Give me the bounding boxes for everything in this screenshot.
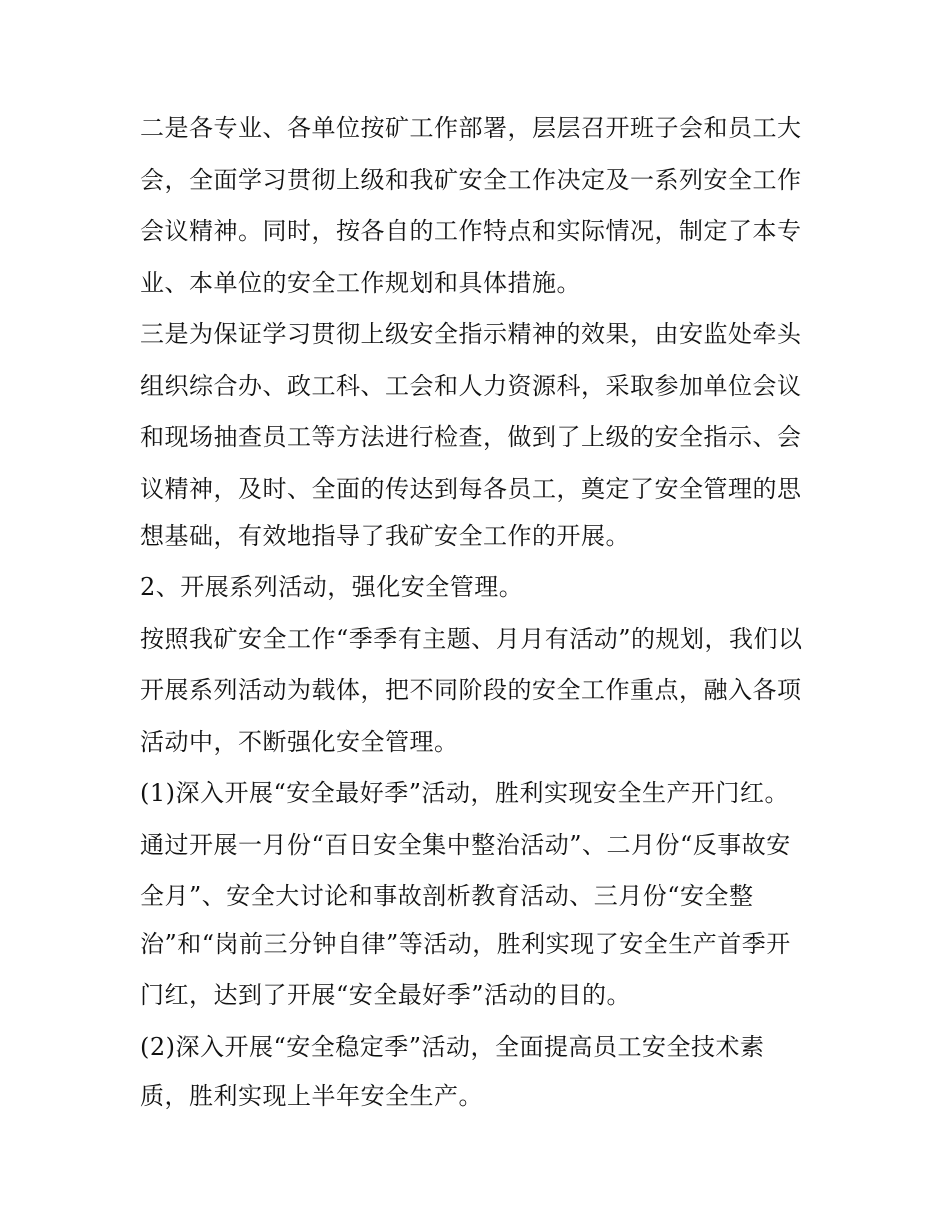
paragraph-line: 开展系列活动为载体，把不同阶段的安全工作重点，融入各项 (140, 676, 802, 704)
paragraph-line: 二是各专业、各单位按矿工作部署，层层召开班子会和员工大 (140, 114, 802, 142)
paragraph-line: 通过开展一月份“百日安全集中整治活动”、二月份“反事故安 (140, 831, 791, 859)
section-heading: 2、开展系列活动，强化安全管理。 (140, 573, 524, 601)
paragraph-line: 三是为保证学习贯彻上级安全指示精神的效果，由安监处牵头 (140, 320, 802, 348)
paragraph-line: 会，全面学习贯彻上级和我矿安全工作决定及一系列安全工作 (140, 166, 802, 194)
paragraph-line: 治”和“岗前三分钟自律”等活动，胜利实现了安全生产首季开 (140, 930, 791, 958)
paragraph-line: 议精神，及时、全面的传达到每各员工，奠定了安全管理的思 (140, 475, 802, 503)
subsection-heading: (2)深入开展“安全稳定季”活动，全面提高员工安全技术素 (140, 1033, 765, 1061)
paragraph-line: 想基础，有效地指导了我矿安全工作的开展。 (140, 522, 630, 550)
paragraph-line: 组织综合办、政工科、工会和人力资源科，采取参加单位会议 (140, 372, 802, 400)
paragraph-line: 质，胜利实现上半年安全生产。 (140, 1082, 483, 1110)
paragraph-line: 会议精神。同时，按各自的工作特点和实际情况，制定了本专 (140, 217, 802, 245)
paragraph-line: 和现场抽查员工等方法进行检查，做到了上级的安全指示、会 (140, 423, 802, 451)
paragraph-line: 全月”、安全大讨论和事故剖析教育活动、三月份“安全整 (140, 882, 754, 910)
paragraph-line: 活动中，不断强化安全管理。 (140, 728, 459, 756)
paragraph-line: 门红，达到了开展“安全最好季”活动的目的。 (140, 981, 632, 1009)
paragraph-line: 业、本单位的安全工作规划和具体措施。 (140, 269, 581, 297)
subsection-heading: (1)深入开展“安全最好季”活动，胜利实现安全生产开门红。 (140, 779, 790, 807)
paragraph-line: 按照我矿安全工作“季季有主题、月月有活动”的规划，我们以 (140, 625, 803, 653)
